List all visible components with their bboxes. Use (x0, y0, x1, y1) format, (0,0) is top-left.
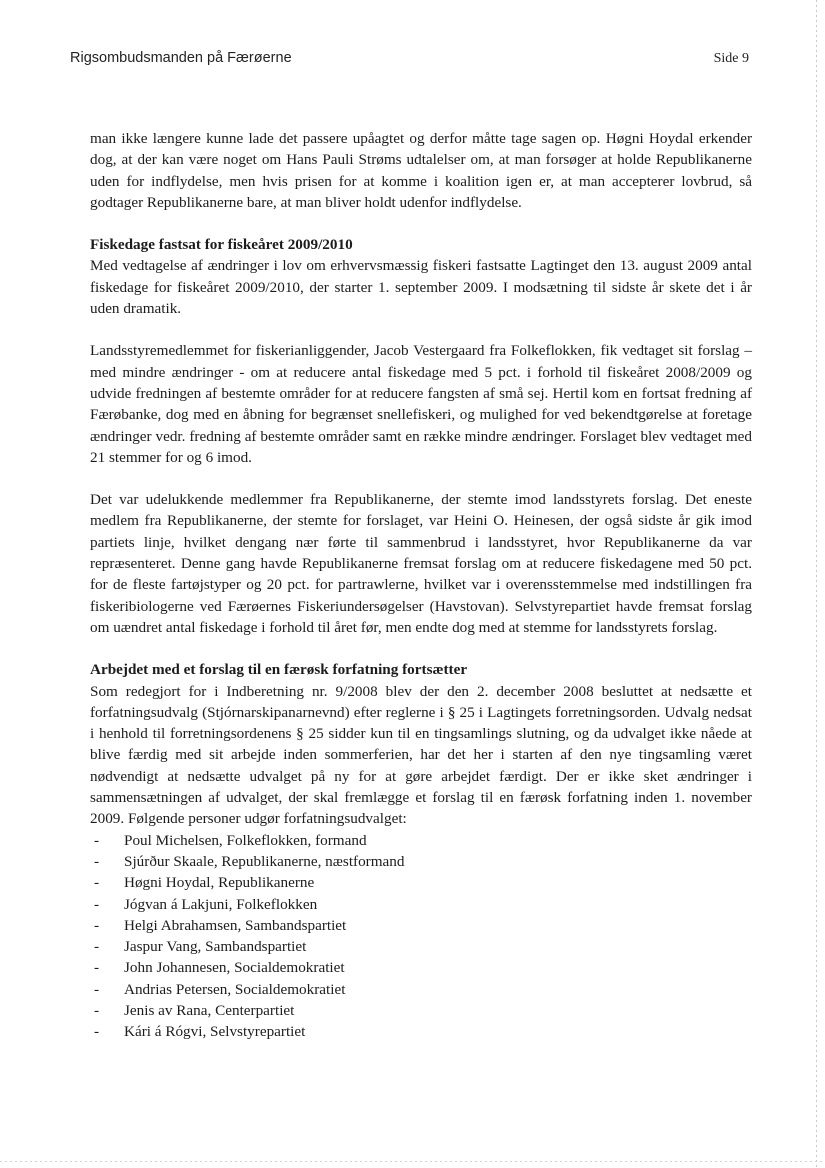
scan-edge-line (816, 0, 817, 1168)
paragraph: Med vedtagelse af ændringer i lov om erhvervsmæssig fiskeri fastsatte Lagtinget den 13. august 2009 antal fiskedage for fiskeåret 2009/2010, der starter 1. september 2009. I modsætning til sidste år skete det i år uden dramatik. (90, 257, 752, 318)
document-header-title: Rigsombudsmanden på Færøerne (70, 50, 292, 66)
list-item: - John Johannesen, Socialdemokratiet (90, 957, 752, 978)
scan-bottom-line (0, 1161, 825, 1162)
list-item: - Andrias Petersen, Socialdemokratiet (90, 979, 752, 1000)
list-item: - Kári á Rógvi, Selvstyrepartiet (90, 1021, 752, 1042)
paragraph: man ikke længere kunne lade det passere upåagtet og derfor måtte tage sagen op. Høgni Hoydal erkender dog, at der kan være noget om Hans Pauli Strøms udtalelser om, at man forsøger at holde Republikanerne uden for indflydelse, men hvis prisen for at komme i koalition igen er, at man accepterer lovbrud, så godtager Republikanerne bare, at man bliver holdt udenfor indflydelse. (90, 130, 752, 211)
section-heading: Fiskedage fastsat for fiskeåret 2009/2010 (90, 236, 353, 254)
list-item: - Høgni Hoydal, Republikanerne (90, 872, 752, 893)
paragraph: Landsstyremedlemmet for fiskerianliggender, Jacob Vestergaard fra Folkeflokken, fik vedtaget sit forslag – med mindre ændringer - om at reducere antal fiskedage med 5 pct. i forhold til fiskeåret 2008/2009 og udvide fredningen af bestemte områder for at reducere fangsten af små sej. Hertil kom en fortsat fredning af Færøbanke, dog med en åbning for begrænset snellefiskeri, og mulighed for ved bekendtgørelse at foretage ændringer vedr. fredning af bestemte områder samt en række mindre ændringer. Forslaget blev vedtaget med 21 stemmer for og 6 imod. (90, 342, 752, 466)
member-list (90, 830, 752, 1043)
list-item: - Jenis av Rana, Centerpartiet (90, 1000, 752, 1021)
list-item: - Jógvan á Lakjuni, Folkeflokken (90, 894, 752, 915)
document-body (90, 128, 752, 1043)
paragraph: Som redegjort for i Indberetning nr. 9/2008 blev der den 2. december 2008 besluttet at nedsætte et forfatningsudvalg (Stjórnarskipanarnevnd) efter reglerne i § 25 i Lagtingets forretningsorden. Udvalg nedsat i henhold til forretningsordenens § 25 sidder kun til en tingsamlings slutning, og da udvalget ikke nåede at blive færdig med sit arbejde inden sommerferien, har det her i starten af den nye tingsamling været nødvendigt at nedsætte udvalget på ny for at gøre arbejdet færdigt. Der er ikke sket ændringer i sammensætningen af udvalget, der skal fremlægge et forslag til en færøsk forfatning inden 1. november 2009. Følgende personer udgør forfatningsudvalget: (90, 682, 752, 828)
section-heading: Arbejdet med et forslag til en færøsk forfatning fortsætter (90, 661, 468, 679)
page-number: Side 9 (713, 51, 749, 66)
list-item: - Helgi Abrahamsen, Sambandspartiet (90, 915, 752, 936)
list-item: - Sjúrður Skaale, Republikanerne, næstformand (90, 851, 752, 872)
list-item: - Poul Michelsen, Folkeflokken, formand (90, 830, 752, 851)
list-item: - Jaspur Vang, Sambandspartiet (90, 936, 752, 957)
paragraph: Det var udelukkende medlemmer fra Republikanerne, der stemte imod landsstyrets forslag. Det eneste medlem fra Republikanerne, der stemte for forslaget, var Heini O. Heinesen, der også sidste år gik imod partiets linje, hvilket dengang nær førte til sammenbrud i landsstyret, hvor Republikanerne da var repræsenteret. Denne gang havde Republikanerne fremsat forslag om at reducere fiskedagene med 50 pct. for de fleste fartøjstyper og 20 pct. for partrawlerne, hvilket var i overensstemmelse med indstillingen fra fiskeribiologerne ved Færøernes Fiskeriundersøgelser (Havstovan). Selvstyrepartiet havde fremsat forslag om uændret antal fiskedage i forhold til året før, men endte dog med at stemme for landsstyrets forslag. (90, 491, 752, 636)
